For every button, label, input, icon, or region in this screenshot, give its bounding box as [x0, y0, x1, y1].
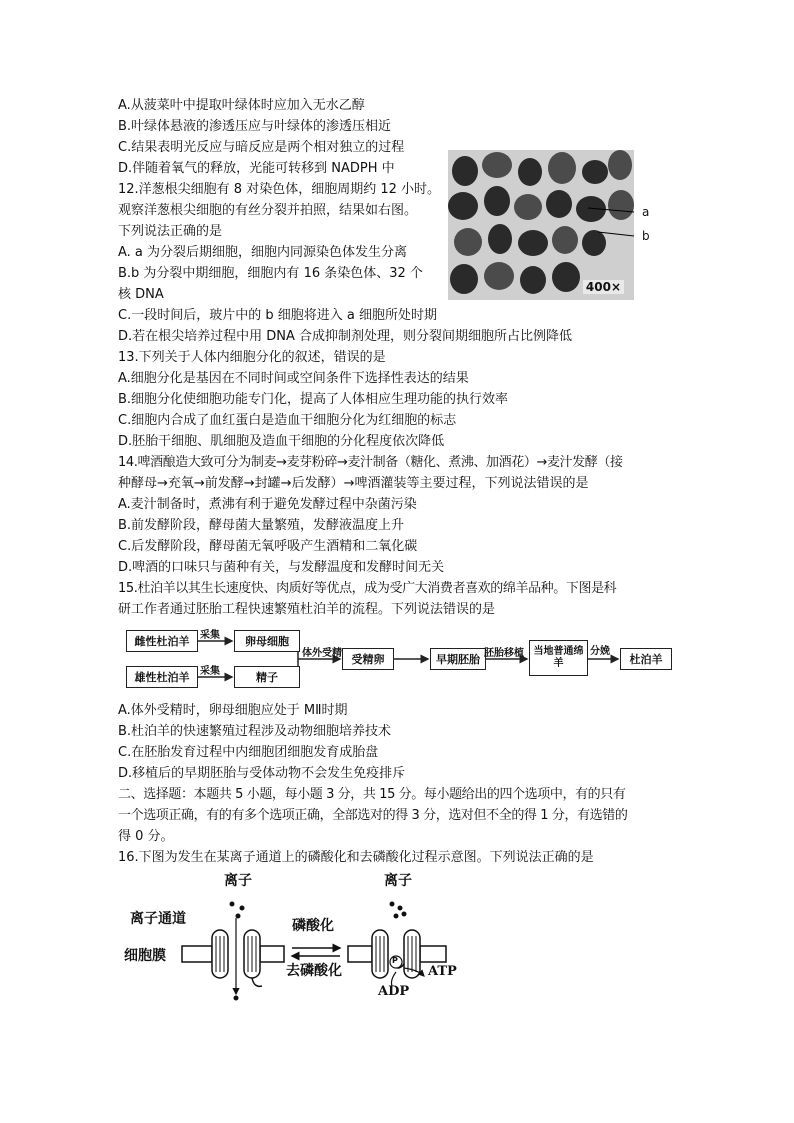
section-2-heading-1: 二、选择题：本题共 5 小题，每小题 3 分，共 15 分。每小题给出的四个选项中，有的只有 [118, 787, 626, 802]
q14-option-c: C.后发酵阶段，酵母菌无氧呼吸产生酒精和二氧化碳 [118, 539, 418, 554]
recipient-box: 当地普通绵羊 [529, 640, 588, 676]
magnification-label: 400× [583, 280, 624, 294]
female-sheep-box: 雌性杜泊羊 [126, 630, 198, 652]
q12-option-b-cont: 核 DNA [118, 287, 164, 302]
zygote-box: 受精卵 [342, 648, 394, 670]
q15-option-b: B.杜泊羊的快速繁殖过程涉及动物细胞培养技术 [118, 724, 392, 739]
q13-option-c: C.细胞内合成了血红蛋白是造血干细胞分化为红细胞的标志 [118, 413, 457, 428]
q13-option-b: B.细胞分化使细胞功能专门化，提高了人体相应生理功能的执行效率 [118, 392, 509, 407]
q14-stem-1: 14.啤酒酿造大致可分为制麦→麦芽粉碎→麦汁制备（糖化、煮沸、加酒花）→麦汁发酵（接 [118, 455, 623, 470]
birth-label: 分娩 [590, 646, 610, 657]
cell-label-b: b [642, 229, 650, 243]
onion-root-micrograph [448, 150, 634, 300]
q11-option-b: B.叶绿体悬液的渗透压应与叶绿体的渗透压相近 [118, 119, 392, 134]
phosphate-label: P [392, 956, 398, 965]
q15-option-d: D.移植后的早期胚胎与受体动物不会发生免疫排斥 [118, 766, 406, 781]
q14-option-b: B.前发酵阶段，酵母菌大量繁殖，发酵液温度上升 [118, 518, 405, 533]
q12-stem-3: 下列说法正确的是 [118, 224, 223, 239]
q15-stem-1: 15.杜泊羊以其生长速度快、肉质好等优点，成为受广大消费者喜欢的绵羊品种。下图是科 [118, 581, 617, 596]
ivf-label: 体外受精 [302, 648, 342, 659]
collect-label-1: 采集 [200, 630, 220, 641]
collect-label-2: 采集 [200, 666, 220, 677]
dephosphorylation-label: 去磷酸化 [286, 963, 342, 979]
male-sheep-box: 雄性杜泊羊 [126, 666, 198, 688]
q13-option-a: A.细胞分化是基因在不同时间或空间条件下选择性表达的结果 [118, 371, 469, 386]
phosphorylation-label: 磷酸化 [292, 918, 334, 934]
q15-stem-2: 研工作者通过胚胎工程快速繁殖杜泊羊的流程。下列说法错误的是 [118, 602, 496, 617]
q14-option-a: A.麦汁制备时，煮沸有利于避免发酵过程中杂菌污染 [118, 497, 417, 512]
q11-option-d: D.伴随着氧气的释放，光能可转移到 NADPH 中 [118, 161, 395, 176]
q11-option-a: A.从菠菜叶中提取叶绿体时应加入无水乙醇 [118, 98, 365, 113]
result-sheep-box: 杜泊羊 [620, 648, 672, 670]
adp-label: ADP [378, 984, 410, 999]
ion-label-right: 离子 [384, 873, 412, 889]
q12-stem-1: 12.洋葱根尖细胞有 8 对染色体，细胞周期约 12 小时。 [118, 182, 441, 197]
q12-option-b: B.b 为分裂中期细胞，细胞内有 16 条染色体、32 个 [118, 266, 423, 281]
q15-option-c: C.在胚胎发育过程中内细胞团细胞发育成胎盘 [118, 745, 379, 760]
q13-option-d: D.胚胎干细胞、肌细胞及造血干细胞的分化程度依次降低 [118, 434, 445, 449]
egg-box: 卵母细胞 [234, 630, 300, 652]
ion-label-left: 离子 [224, 873, 252, 889]
channel-label: 离子通道 [130, 911, 186, 927]
q12-option-c: C.一段时间后，玻片中的 b 细胞将进入 a 细胞所处时期 [118, 308, 437, 323]
q13-stem: 13.下列关于人体内细胞分化的叙述，错误的是 [118, 350, 386, 365]
pointer-lines [448, 150, 634, 300]
q12-stem-2: 观察洋葱根尖细胞的有丝分裂并拍照，结果如右图。 [118, 203, 418, 218]
cell-label-a: a [642, 205, 650, 219]
section-2-heading-2: 一个选项正确，有的有多个选项正确，全部选对的得 3 分，选对但不全的得 1 分，有选错的 [118, 808, 628, 823]
q15-option-a: A.体外受精时，卵母细胞应处于 MⅡ时期 [118, 703, 348, 718]
sperm-box: 精子 [234, 666, 300, 688]
transfer-label: 胚胎移植 [484, 648, 524, 659]
q16-stem: 16.下图为发生在某离子通道上的磷酸化和去磷酸化过程示意图。下列说法正确的是 [118, 850, 594, 865]
q12-option-d: D.若在根尖培养过程中用 DNA 合成抑制剂处理，则分裂间期细胞所占比例降低 [118, 329, 573, 344]
atp-label: ATP [428, 964, 457, 979]
q11-option-c: C.结果表明光反应与暗反应是两个相对独立的过程 [118, 140, 405, 155]
q14-option-d: D.啤酒的口味只与菌种有关，与发酵温度和发酵时间无关 [118, 560, 445, 575]
embryo-box: 早期胚胎 [430, 648, 486, 670]
q14-stem-2: 种酵母→充氧→前发酵→封罐→后发酵）→啤酒灌装等主要过程，下列说法错误的是 [118, 476, 589, 491]
q12-option-a: A. a 为分裂后期细胞，细胞内同源染色体发生分离 [118, 245, 408, 260]
flow-arrows [0, 622, 794, 722]
membrane-label: 细胞膜 [124, 948, 166, 964]
section-2-heading-3: 得 0 分。 [118, 829, 174, 844]
